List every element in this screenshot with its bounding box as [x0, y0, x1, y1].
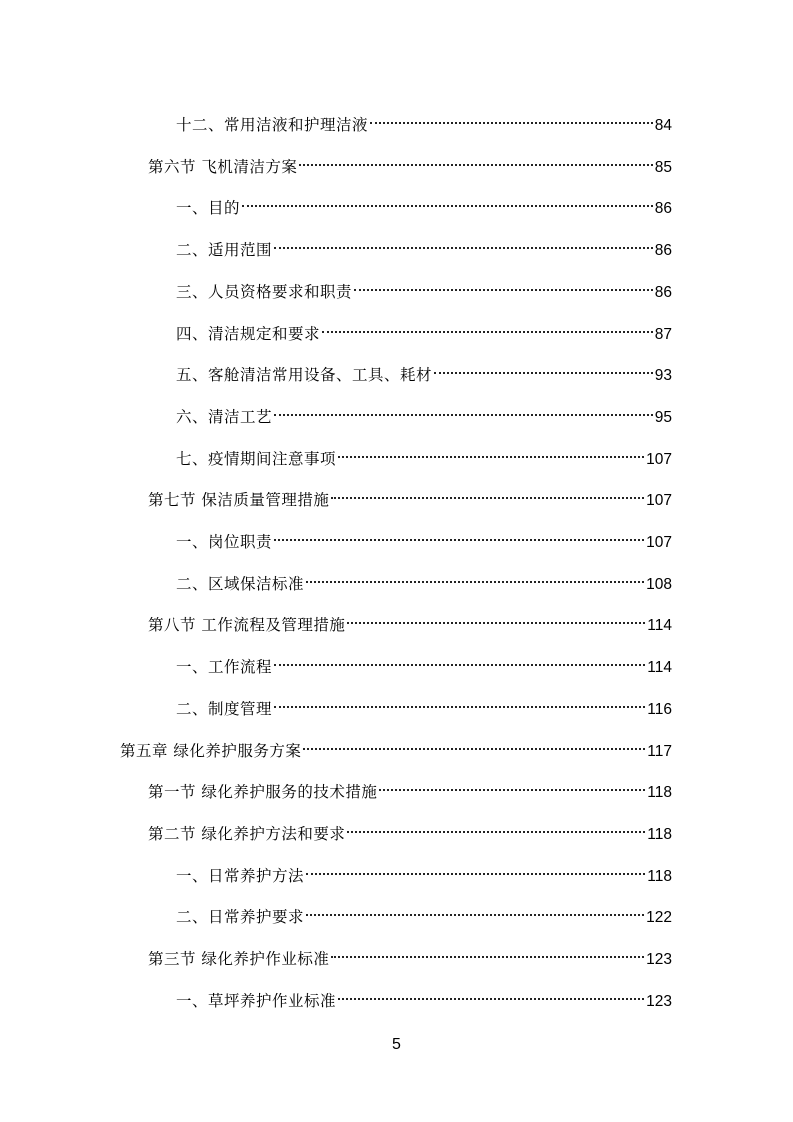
- toc-entry-title: 二、日常养护要求: [176, 908, 305, 927]
- dot-leader: [274, 688, 645, 714]
- toc-entry-page: 123: [646, 992, 672, 1010]
- toc-entry[interactable]: [176, 354, 672, 385]
- toc-entry-page: 116: [647, 700, 672, 718]
- toc-entry-page: 107: [646, 492, 672, 510]
- toc-entry-title: 一、目的: [176, 199, 241, 218]
- toc-entry[interactable]: [176, 896, 672, 927]
- toc-entry-title: 第六节 飞机清洁方案: [148, 157, 298, 176]
- toc-entry[interactable]: [176, 980, 672, 1010]
- toc-entry-page: 107: [646, 534, 672, 551]
- toc-entry-title: 第八节 工作流程及管理措施: [148, 616, 346, 635]
- toc-entry-page: 114: [647, 659, 672, 677]
- toc-entry-title: 第五章 绿化养护服务方案: [120, 741, 302, 760]
- toc-entry-title: 一、日常养护方法: [176, 866, 305, 885]
- toc-entry-title: 二、适用范围: [176, 241, 273, 260]
- toc-entry-page: 122: [646, 909, 672, 927]
- dot-leader: [331, 479, 644, 505]
- dot-leader: [274, 396, 653, 422]
- toc-entry-page: 87: [654, 325, 672, 343]
- dot-leader: [242, 187, 653, 213]
- toc-entry-page: 123: [646, 951, 672, 968]
- dot-leader: [379, 771, 645, 797]
- toc-entry[interactable]: [176, 521, 672, 551]
- dot-leader: [322, 313, 653, 339]
- toc-entry[interactable]: [176, 229, 672, 260]
- toc-entry-title: 十二、常用洁液和护理洁液: [176, 116, 369, 134]
- toc-entry[interactable]: [176, 646, 672, 677]
- toc-entry[interactable]: [148, 146, 672, 176]
- toc-entry-title: 一、工作流程: [176, 658, 273, 677]
- toc-entry-title: 五、客舱清洁常用设备、工具、耗材: [176, 366, 433, 385]
- toc-entry-title: 第一节 绿化养护服务的技术措施: [148, 783, 378, 802]
- toc-entry-page: 118: [647, 784, 672, 802]
- toc-entry-page: 118: [647, 867, 672, 885]
- dot-leader: [274, 521, 644, 547]
- dot-leader: [338, 438, 644, 464]
- dot-leader: [299, 146, 652, 172]
- dot-leader: [434, 354, 653, 380]
- toc-entry-title: 一、草坪养护作业标准: [176, 991, 337, 1010]
- toc-entry[interactable]: [176, 563, 672, 593]
- toc-entry-title: 七、疫情期间注意事项: [176, 449, 337, 468]
- toc-entry-title: 第七节 保洁质量管理措施: [148, 491, 330, 510]
- toc-entry-title: 第三节 绿化养护作业标准: [148, 950, 330, 968]
- toc-entry-title: 第二节 绿化养护方法和要求: [148, 824, 346, 843]
- toc-entry[interactable]: [176, 396, 672, 426]
- toc-entry[interactable]: [148, 813, 672, 843]
- toc-entry-title: 六、清洁工艺: [176, 407, 273, 426]
- dot-leader: [306, 563, 644, 589]
- toc-entry-title: 四、清洁规定和要求: [176, 324, 321, 343]
- toc-entry-page: 118: [647, 825, 672, 843]
- toc-entry[interactable]: [176, 271, 672, 301]
- toc-entry-page: 86: [654, 200, 672, 218]
- dot-leader: [274, 646, 645, 672]
- toc-entry-page: 107: [646, 450, 672, 468]
- dot-leader: [338, 980, 644, 1006]
- toc-entry-page: 84: [654, 117, 672, 134]
- toc-entry[interactable]: [148, 938, 672, 968]
- toc-entry-title: 二、区域保洁标准: [176, 574, 305, 593]
- toc-entry[interactable]: [148, 479, 672, 510]
- toc-entry-page: 93: [654, 367, 672, 385]
- toc-entry-page: 108: [646, 575, 672, 593]
- dot-leader: [306, 855, 645, 881]
- dot-leader: [331, 938, 644, 964]
- dot-leader: [303, 730, 645, 756]
- toc-entry-title: 一、岗位职责: [176, 533, 273, 551]
- dot-leader: [306, 896, 644, 922]
- dot-leader: [370, 104, 653, 130]
- toc-entry-title: 三、人员资格要求和职责: [176, 282, 353, 301]
- toc-entry-page: 85: [654, 158, 672, 176]
- toc-entry-page: 86: [654, 242, 672, 260]
- toc-entry[interactable]: [176, 855, 672, 885]
- dot-leader: [347, 813, 645, 839]
- toc-entry[interactable]: [176, 104, 672, 134]
- toc-entry-page: 117: [647, 742, 672, 760]
- toc-entry[interactable]: [120, 730, 672, 760]
- dot-leader: [274, 229, 653, 255]
- toc-entry-page: 114: [647, 617, 672, 635]
- toc-entry-page: 86: [654, 283, 672, 301]
- page-number: 5: [392, 1036, 401, 1053]
- toc-entry[interactable]: [148, 604, 672, 635]
- toc-entry-title: 二、制度管理: [176, 699, 273, 718]
- toc-entry-page: 95: [654, 408, 672, 426]
- toc-entry[interactable]: [148, 771, 672, 802]
- dot-leader: [354, 271, 653, 297]
- toc-entry[interactable]: [176, 688, 672, 718]
- toc-entry[interactable]: [176, 313, 672, 343]
- toc-entry[interactable]: [176, 438, 672, 468]
- toc-entry[interactable]: [176, 187, 672, 218]
- dot-leader: [347, 604, 645, 630]
